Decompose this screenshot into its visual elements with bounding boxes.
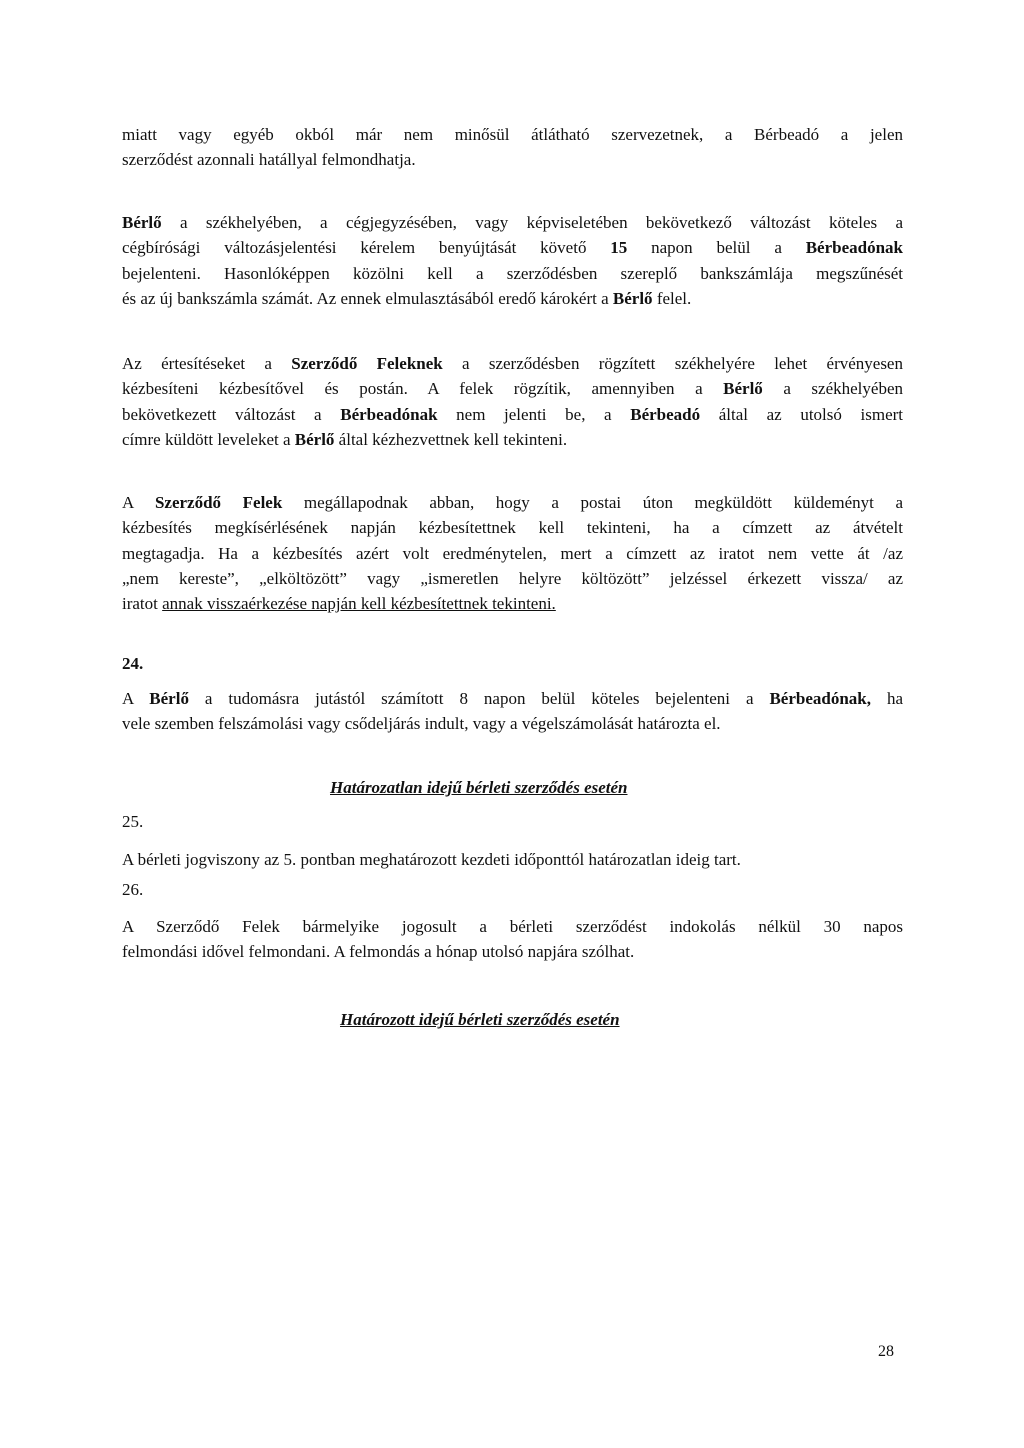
bold-term: Bérlő	[122, 213, 162, 232]
text-span: nem jelenti be, a	[437, 404, 631, 424]
text-line: A Szerződő Felek bármelyike jogosult a bérleti szerződést indokolás nélkül 30 napos	[122, 917, 903, 936]
text-span: által az utolsó ismert	[700, 404, 904, 424]
text-span: iratot	[122, 594, 163, 614]
text-line	[122, 490, 903, 515]
text-line	[122, 686, 903, 711]
text-line: „nem kereste”, „elköltözött” vagy „ismeretlen helyre költözött” jelzéssel érkezett vissza/ az	[122, 568, 903, 588]
text-line: vele szemben felszámolási vagy csődeljárás indult, vagy a végelszámolását határozta el.	[122, 714, 721, 734]
text-line: miatt vagy egyéb okból már nem minősül átlátható szervezetnek, a Bérbeadó a jelen	[122, 125, 903, 144]
text-line	[122, 402, 903, 427]
text-line: szerződést azonnali hatállyal felmondhatja.	[122, 150, 416, 170]
page-number: 28	[878, 1343, 894, 1360]
bold-term: Szerződő Feleknek	[291, 354, 443, 373]
text-span: által kézhezvettnek kell tekinteni.	[334, 429, 568, 449]
bold-term: Bérlő	[612, 288, 653, 308]
text-span: a szerződésben rögzített székhelyére lehet érvényesen	[442, 354, 903, 373]
text-span: ha	[871, 689, 904, 708]
text-line	[122, 351, 903, 376]
text-line	[122, 427, 903, 452]
paragraph-section-26	[122, 914, 903, 965]
text-span: a székhelyében, a cégjegyzésében, vagy képviseletében bekövetkező változást köteles a	[161, 213, 903, 232]
text-line: bejelenteni. Hasonlóképpen közölni kell a szerződésben szereplő bankszámlája megszűnését	[122, 263, 903, 283]
bold-term: Bérbeadó	[630, 404, 701, 424]
bold-term: Bérbeadónak	[805, 238, 903, 258]
section-number-24: 24.	[122, 654, 144, 673]
paragraph-change-notification	[122, 210, 903, 311]
text-span: és az új bankszámla számát. Az ennek elmulasztásából eredő károkért a	[122, 288, 613, 308]
text-span: napon belül a	[627, 238, 806, 258]
section-number-25: 25.	[122, 812, 144, 831]
text-span: kézbesíteni kézbesítővel és postán. A felek rögzítik, amennyiben a	[122, 379, 724, 399]
paragraph-delivery	[122, 490, 903, 616]
bold-term: Bérbeadónak,	[769, 689, 872, 708]
heading-definite-term: Határozott idejű bérleti szerződés esetén	[340, 1010, 620, 1029]
text-line	[122, 376, 903, 401]
text-span: címre küldött leveleket a	[122, 429, 295, 449]
section-number-26: 26.	[122, 880, 144, 899]
bold-term: Bérbeadónak	[340, 404, 438, 424]
text-line: kézbesítés megkísérlésének napján kézbesítettnek kell tekinteni, ha a címzett az átvételt	[122, 518, 903, 538]
text-line: A bérleti jogviszony az 5. pontban meghatározott kezdeti időponttól határozatlan ideig tart.	[122, 850, 741, 869]
text-line	[122, 210, 903, 235]
paragraph-section-25	[122, 847, 903, 872]
paragraph-notices	[122, 351, 903, 452]
text-line	[122, 591, 903, 616]
heading-indefinite-term: Határozatlan idejű bérleti szerződés esetén	[330, 778, 628, 797]
bold-term: Bérlő	[149, 689, 189, 708]
paragraph-termination	[122, 122, 903, 173]
underlined-text: annak visszaérkezése napján kell kézbesítettnek tekinteni.	[162, 594, 556, 614]
text-span: A	[122, 689, 150, 708]
text-span: Az értesítéseket a	[122, 354, 292, 373]
paragraph-section-24	[122, 686, 903, 737]
text-span: felel.	[652, 288, 692, 308]
text-line	[122, 235, 903, 260]
text-span: a székhelyében	[762, 379, 903, 399]
bold-term: Bérlő	[723, 379, 763, 399]
text-line: megtagadja. Ha a kézbesítés azért volt eredménytelen, mert a címzett az iratot nem vette át /az	[122, 543, 903, 563]
text-span: a tudomásra jutástól számított 8 napon belül köteles bejelenteni a	[188, 689, 770, 708]
bold-term: 15	[610, 238, 628, 258]
text-line	[122, 286, 903, 311]
text-span: megállapodnak abban, hogy a postai úton megküldött küldeményt a	[282, 493, 904, 512]
text-span: A	[122, 493, 155, 512]
text-line: felmondási idővel felmondani. A felmondás a hónap utolsó napjára szólhat.	[122, 942, 635, 962]
text-span: cégbírósági változásjelentési kérelem benyújtását követő	[122, 238, 611, 258]
bold-term: Szerződő Felek	[154, 493, 283, 512]
bold-term: Bérlő	[294, 429, 335, 449]
text-span: bekövetkezett változást a	[122, 404, 341, 424]
